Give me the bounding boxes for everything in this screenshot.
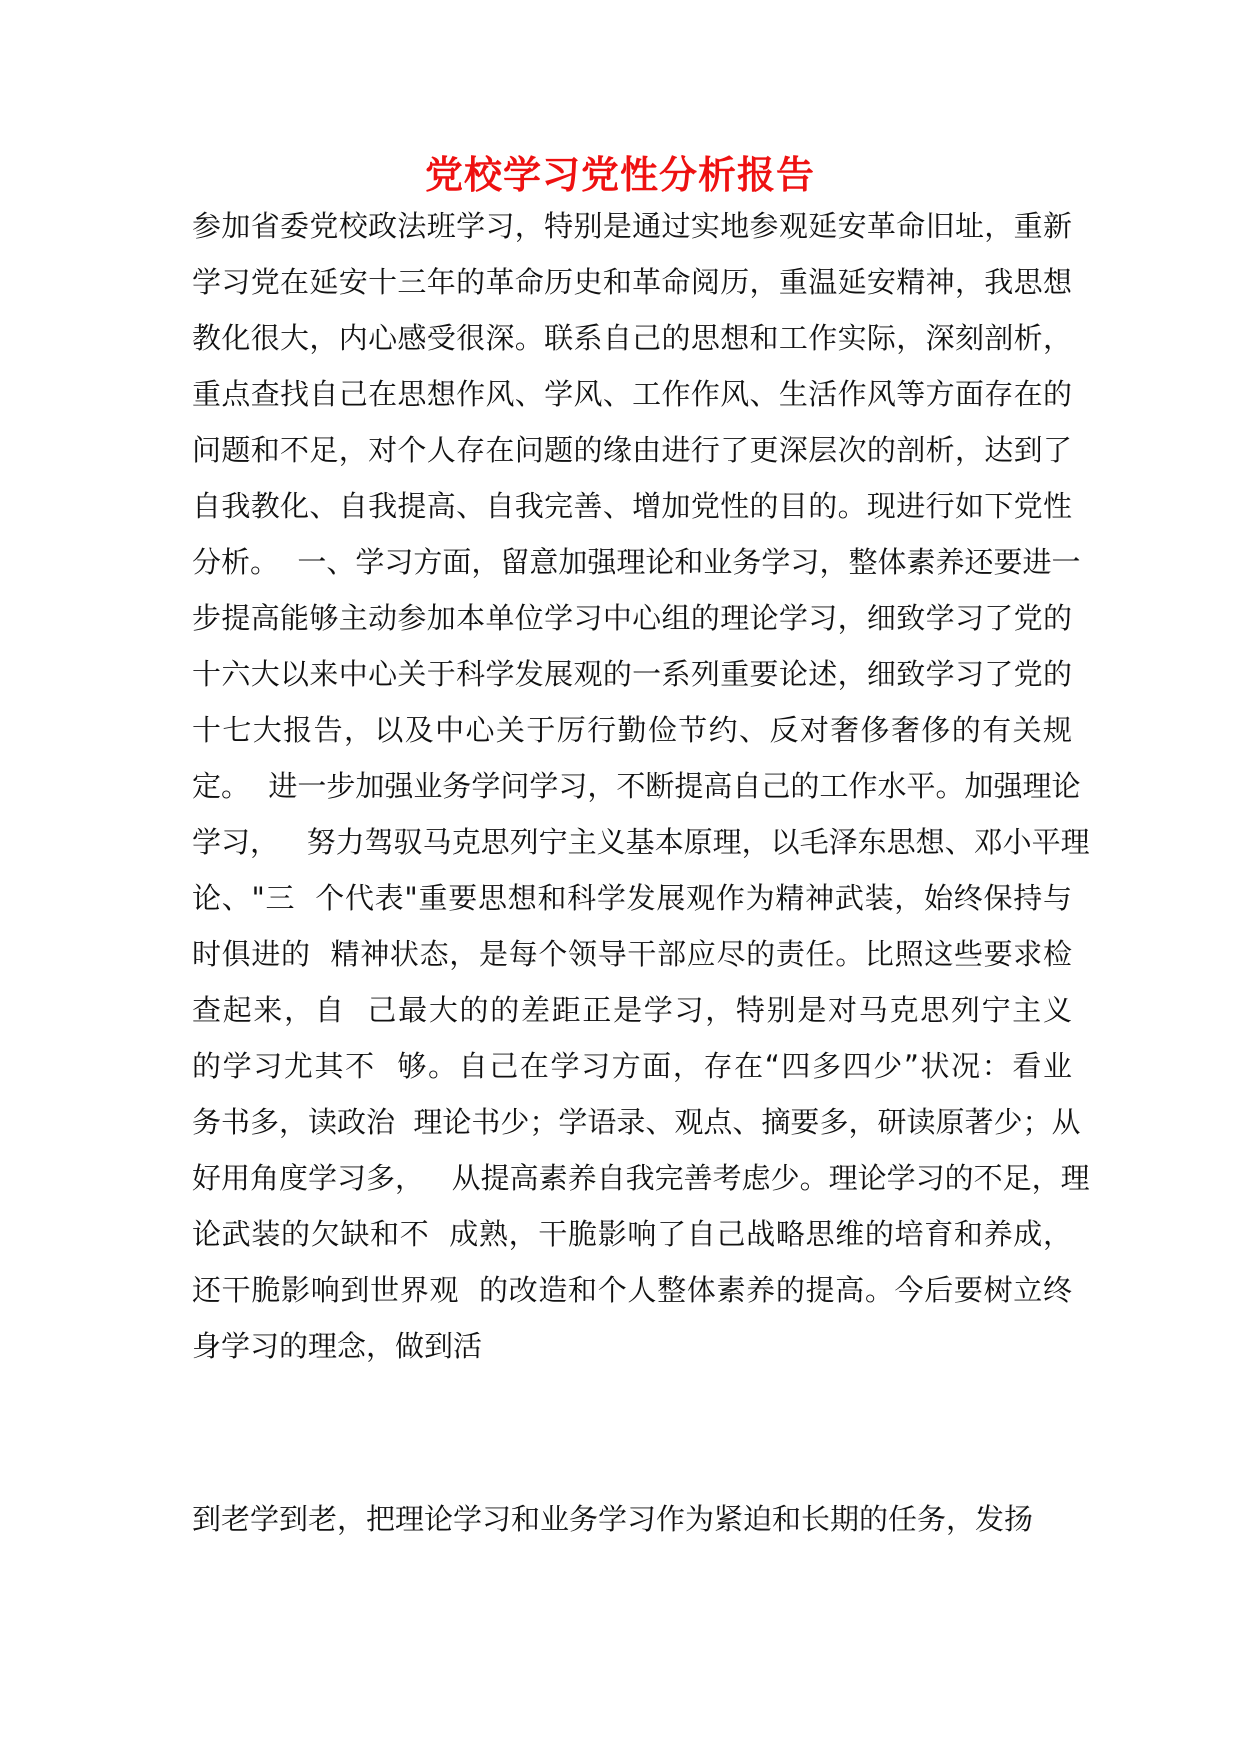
body-paragraph-1 xyxy=(192,198,1090,1374)
document-title: 党校学习党性分析报告 xyxy=(424,152,815,197)
paragraph-2-line: 到老学到老，把理论学习和业务学习作为紧迫和长期的任务，发扬 xyxy=(192,1502,1034,1536)
paragraph-1-line: 务书多，读政治 理论书少；学语录、观点、摘要多，研读原著少；从 xyxy=(192,1105,1081,1139)
body-paragraph-2 xyxy=(192,1491,1072,1547)
paragraph-1-line: 还干脆影响到世界观 的改造和个人整体素养的提高。今后要树立终 xyxy=(192,1273,1072,1307)
paragraph-1-line: 十六大以来中心关于科学发展观的一系列重要论述，细致学习了党的 xyxy=(192,657,1072,691)
paragraph-1-line: 的学习尤其不 够。自己在学习方面，存在“四多四少”状况：看业 xyxy=(192,1049,1072,1083)
paragraph-1-line: 十七大报告，以及中心关于厉行勤俭节约、反对奢侈奢侈的有关规 xyxy=(192,713,1072,747)
paragraph-1-line: 查起来，自 己最大的的差距正是学习，特别是对马克思列宁主义 xyxy=(192,993,1072,1027)
paragraph-1-line: 论武装的欠缺和不 成熟，干脆影响了自己战略思维的培育和养成， xyxy=(192,1217,1072,1251)
paragraph-1-line: 分析。 一、学习方面，留意加强理论和业务学习，整体素养还要进一 xyxy=(192,545,1081,579)
paragraph-1-line: 学习， 努力驾驭马克思列宁主义基本原理，以毛泽东思想、邓小平理 xyxy=(192,825,1090,859)
paragraph-1-line: 教化很大，内心感受很深。联系自己的思想和工作实际，深刻剖析， xyxy=(192,321,1072,355)
paragraph-1-line: 时俱进的 精神状态，是每个领导干部应尽的责任。比照这些要求检 xyxy=(192,937,1072,971)
paragraph-1-line: 自我教化、自我提高、自我完善、增加党性的目的。现进行如下党性 xyxy=(192,489,1072,523)
paragraph-1-line: 问题和不足，对个人存在问题的缘由进行了更深层次的剖析，达到了 xyxy=(192,433,1072,467)
paragraph-1-line: 参加省委党校政法班学习，特别是通过实地参观延安革命旧址，重新 xyxy=(192,209,1072,243)
paragraph-1-line: 论、"三 个代表"重要思想和科学发展观作为精神武装，始终保持与 xyxy=(192,881,1072,915)
paragraph-1-line: 身学习的理念，做到活 xyxy=(192,1329,483,1363)
paragraph-1-line: 重点查找自己在思想作风、学风、工作作风、生活作风等方面存在的 xyxy=(192,377,1072,411)
paragraph-1-line: 定。 进一步加强业务学问学习，不断提高自己的工作水平。加强理论 xyxy=(192,769,1081,803)
paragraph-1-line: 学习党在延安十三年的革命历史和革命阅历，重温延安精神，我思想 xyxy=(192,265,1072,299)
paragraph-1-line: 好用角度学习多， 从提高素养自我完善考虑少。理论学习的不足，理 xyxy=(192,1161,1090,1195)
paragraph-1-line: 步提高能够主动参加本单位学习中心组的理论学习，细致学习了党的 xyxy=(192,601,1072,635)
